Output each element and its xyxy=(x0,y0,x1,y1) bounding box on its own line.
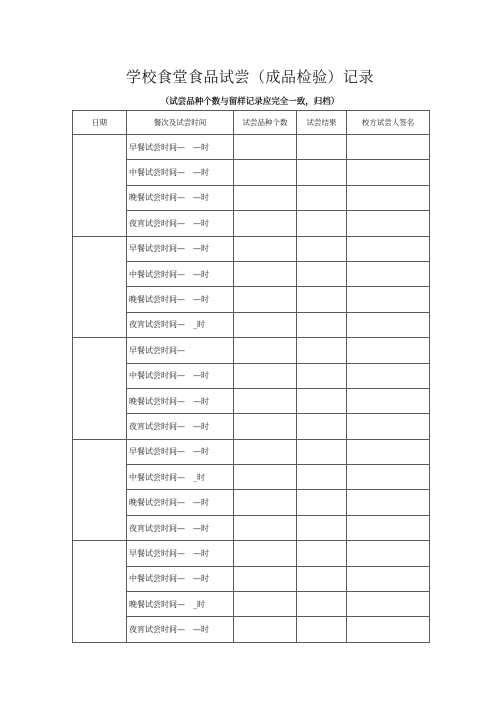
table-row xyxy=(73,439,430,464)
table-row xyxy=(73,261,430,286)
result-cell[interactable] xyxy=(297,414,347,439)
item-count-cell[interactable] xyxy=(234,490,297,515)
header-item-count: 试尝品种个数 xyxy=(234,111,297,135)
table-row xyxy=(73,566,430,591)
table-row xyxy=(73,312,430,337)
meal-time-cell: 夜宵试尝时间— —时 xyxy=(127,211,234,236)
signature-cell[interactable] xyxy=(347,312,430,337)
meal-time-cell: 中餐试尝时间— —时 xyxy=(127,261,234,286)
signature-cell[interactable] xyxy=(347,236,430,261)
signature-cell[interactable] xyxy=(347,185,430,210)
signature-cell[interactable] xyxy=(347,363,430,388)
signature-cell[interactable] xyxy=(347,388,430,413)
meal-time-cell: 晚餐试尝时间— —时 xyxy=(127,185,234,210)
signature-cell[interactable] xyxy=(347,287,430,312)
header-meal-time: 餐次及试尝时间 xyxy=(127,111,234,135)
item-count-cell[interactable] xyxy=(234,388,297,413)
tasting-record-table xyxy=(72,110,430,643)
signature-cell[interactable] xyxy=(347,414,430,439)
signature-cell[interactable] xyxy=(347,541,430,566)
item-count-cell[interactable] xyxy=(234,439,297,464)
signature-cell[interactable] xyxy=(347,439,430,464)
item-count-cell[interactable] xyxy=(234,617,297,642)
meal-time-cell: 夜宵试尝时间— —时 xyxy=(127,515,234,540)
signature-cell[interactable] xyxy=(347,465,430,490)
meal-time-cell: 晚餐试尝时间— —时 xyxy=(127,490,234,515)
item-count-cell[interactable] xyxy=(234,592,297,617)
table-body xyxy=(73,135,430,643)
meal-time-cell: 早餐试尝时间— —时 xyxy=(127,236,234,261)
result-cell[interactable] xyxy=(297,185,347,210)
signature-cell[interactable] xyxy=(347,160,430,185)
result-cell[interactable] xyxy=(297,312,347,337)
table-row xyxy=(73,135,430,160)
result-cell[interactable] xyxy=(297,363,347,388)
header-date: 日期 xyxy=(73,111,127,135)
item-count-cell[interactable] xyxy=(234,160,297,185)
meal-time-cell: 夜宵试尝时间— —时 xyxy=(127,414,234,439)
meal-time-cell: 夜宵试尝时间— _时 xyxy=(127,312,234,337)
item-count-cell[interactable] xyxy=(234,135,297,160)
result-cell[interactable] xyxy=(297,592,347,617)
signature-cell[interactable] xyxy=(347,515,430,540)
result-cell[interactable] xyxy=(297,160,347,185)
table-row xyxy=(73,414,430,439)
item-count-cell[interactable] xyxy=(234,185,297,210)
result-cell[interactable] xyxy=(297,566,347,591)
signature-cell[interactable] xyxy=(347,617,430,642)
document-title: 学校食堂食品试尝（成品检验）记录 xyxy=(125,68,374,86)
result-cell[interactable] xyxy=(297,617,347,642)
table-row xyxy=(73,490,430,515)
meal-time-cell: 晚餐试尝时间— —时 xyxy=(127,287,234,312)
signature-cell[interactable] xyxy=(347,261,430,286)
item-count-cell[interactable] xyxy=(234,515,297,540)
date-cell[interactable] xyxy=(73,338,127,440)
date-cell[interactable] xyxy=(73,439,127,541)
result-cell[interactable] xyxy=(297,515,347,540)
signature-cell[interactable] xyxy=(347,135,430,160)
item-count-cell[interactable] xyxy=(234,236,297,261)
result-cell[interactable] xyxy=(297,490,347,515)
meal-time-cell: 中餐试尝时间— _时 xyxy=(127,465,234,490)
item-count-cell[interactable] xyxy=(234,312,297,337)
result-cell[interactable] xyxy=(297,465,347,490)
result-cell[interactable] xyxy=(297,388,347,413)
table-row xyxy=(73,236,430,261)
date-cell[interactable] xyxy=(73,236,127,338)
header-result: 试尝结果 xyxy=(297,111,347,135)
meal-time-cell: 晚餐试尝时间— —时 xyxy=(127,388,234,413)
signature-cell[interactable] xyxy=(347,566,430,591)
meal-time-cell: 中餐试尝时间— —时 xyxy=(127,160,234,185)
result-cell[interactable] xyxy=(297,261,347,286)
meal-time-cell: 早餐试尝时间— —时 xyxy=(127,135,234,160)
item-count-cell[interactable] xyxy=(234,261,297,286)
item-count-cell[interactable] xyxy=(234,363,297,388)
signature-cell[interactable] xyxy=(347,338,430,363)
item-count-cell[interactable] xyxy=(234,566,297,591)
date-cell[interactable] xyxy=(73,541,127,643)
meal-time-cell: 早餐试尝时间— —时 xyxy=(127,541,234,566)
item-count-cell[interactable] xyxy=(234,414,297,439)
signature-cell[interactable] xyxy=(347,592,430,617)
item-count-cell[interactable] xyxy=(234,338,297,363)
meal-time-cell: 夜宵试尝时间— —时 xyxy=(127,617,234,642)
signature-cell[interactable] xyxy=(347,211,430,236)
item-count-cell[interactable] xyxy=(234,211,297,236)
meal-time-cell: 晚餐试尝时间— _时 xyxy=(127,592,234,617)
meal-time-cell: 中餐试尝时间— —时 xyxy=(127,363,234,388)
meal-time-cell: 早餐试尝时间— xyxy=(127,338,234,363)
result-cell[interactable] xyxy=(297,338,347,363)
item-count-cell[interactable] xyxy=(234,465,297,490)
table-row xyxy=(73,541,430,566)
table-row xyxy=(73,465,430,490)
table-row xyxy=(73,185,430,210)
table-row xyxy=(73,388,430,413)
result-cell[interactable] xyxy=(297,211,347,236)
table-row xyxy=(73,592,430,617)
document-subtitle: （试尝品种个数与留样记录应完全一致，归档） xyxy=(160,97,340,107)
table-row xyxy=(73,211,430,236)
table-row xyxy=(73,515,430,540)
result-cell[interactable] xyxy=(297,135,347,160)
item-count-cell[interactable] xyxy=(234,541,297,566)
table-row xyxy=(73,363,430,388)
header-row xyxy=(73,111,430,135)
meal-time-cell: 早餐试尝时间— —时 xyxy=(127,439,234,464)
signature-cell[interactable] xyxy=(347,490,430,515)
result-cell[interactable] xyxy=(297,236,347,261)
table-row xyxy=(73,338,430,363)
result-cell[interactable] xyxy=(297,541,347,566)
meal-time-cell: 中餐试尝时间— —时 xyxy=(127,566,234,591)
result-cell[interactable] xyxy=(297,287,347,312)
result-cell[interactable] xyxy=(297,439,347,464)
header-signature: 校方试尝人签名 xyxy=(347,111,430,135)
date-cell[interactable] xyxy=(73,135,127,237)
table-row xyxy=(73,287,430,312)
item-count-cell[interactable] xyxy=(234,287,297,312)
table-row xyxy=(73,617,430,642)
table-row xyxy=(73,160,430,185)
